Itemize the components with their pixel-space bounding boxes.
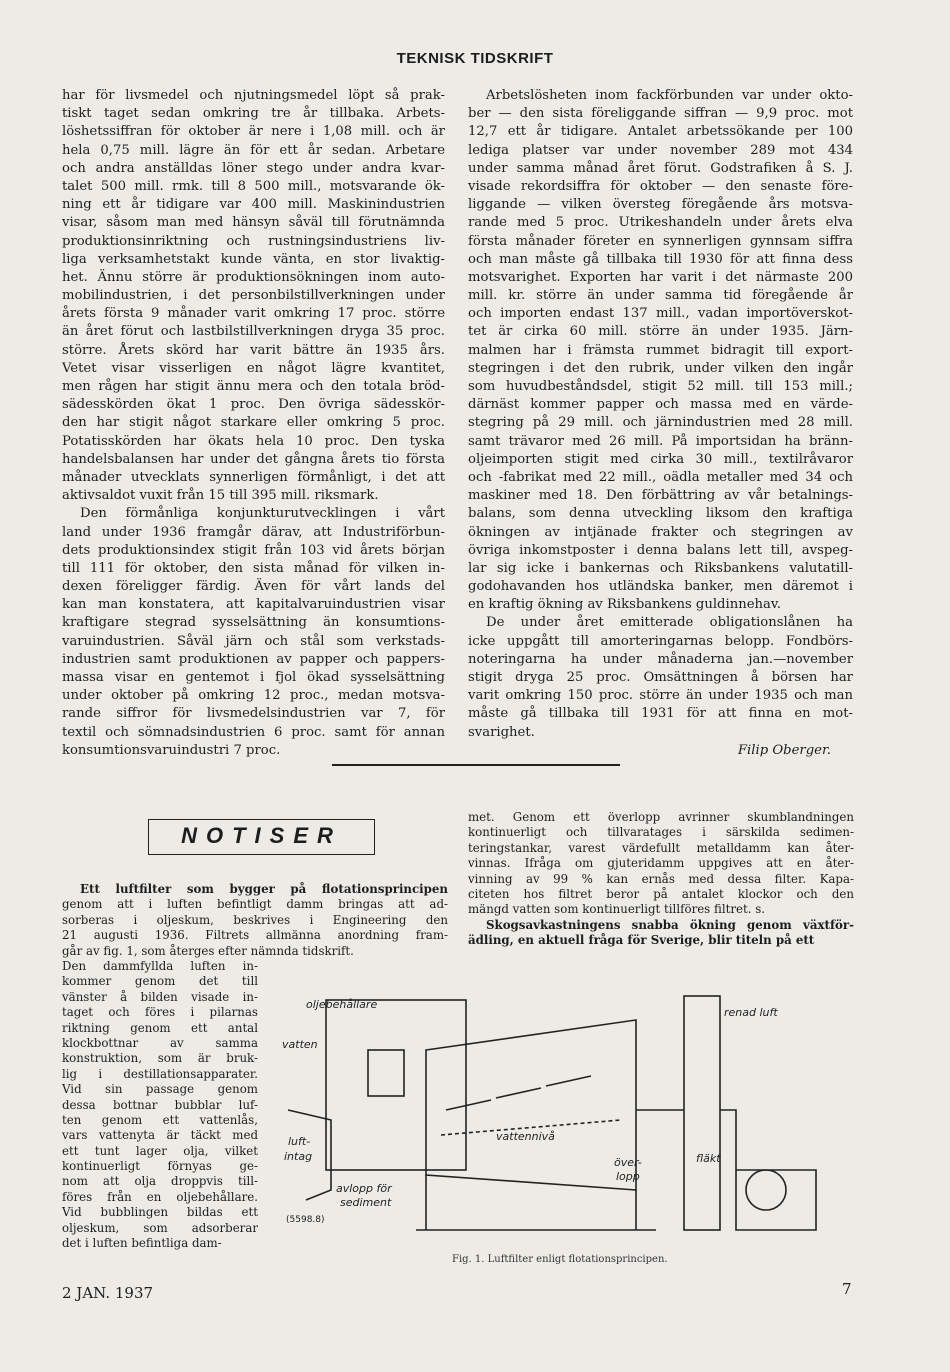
text-line: klockbottnar av samma xyxy=(62,1035,258,1050)
label-clean-air: renad luft xyxy=(724,1006,778,1019)
text-line: mobilindustrien, i det personbilstillverkningen under xyxy=(62,288,445,304)
text-line: ett tunt lager olja, vilket xyxy=(62,1143,258,1158)
text-line: till 111 för oktober, den sista månad för vilken in- xyxy=(62,560,445,576)
text-line: sädesskörden ökat 1 proc. Den övriga sädesskör- xyxy=(62,397,445,413)
text-line: därnäst kommer papper och massa med en värde- xyxy=(468,397,853,413)
text-line: kontinuerligt förnyas ge- xyxy=(62,1159,258,1174)
text-line: övriga inkomstposter i denna balans lett till, avspeg- xyxy=(468,542,853,558)
oil-chamber xyxy=(368,1050,404,1096)
text-line: vinnas. Ifråga om gjuteridamm uppgives att en åter- xyxy=(468,856,854,871)
text-line: 12,7 ett år tidigare. Antalet arbetssökande per 100 xyxy=(468,124,853,140)
text-line: ber — den sista föreliggande siffran — 9,9 proc. mot xyxy=(468,106,853,122)
text-line: het. Ännu större är produktionsökningen inom auto- xyxy=(62,269,445,285)
label-water: vatten xyxy=(282,1038,318,1051)
text-line: visar, såsom man med hänsyn såväl till förutnämnda xyxy=(62,215,445,231)
article-column-right xyxy=(468,87,853,760)
text-line: met. Genom ett överlopp avrinner skumblandningen xyxy=(468,810,854,824)
notes-intro xyxy=(62,882,448,959)
text-line: varit omkring 150 proc. större än under 1935 och man xyxy=(468,688,853,704)
text-line: den har stigit något starkare eller omkring 5 proc. xyxy=(62,415,445,431)
text-line: noteringarna ha under månaderna jan.—november xyxy=(468,651,853,667)
text-line: genom att i luften befintligt damm bringas att ad- xyxy=(62,897,448,912)
text-line: Skogsavkastningens snabba ökning genom växtför- xyxy=(486,917,854,932)
text-line: årets första 9 månader varit omkring 17 proc. större xyxy=(62,306,445,322)
text-line: stegringen i det den rubrik, under vilken den ingår xyxy=(468,360,853,376)
text-line: kontinuerligt och tillvaratages i särskilda sedimen- xyxy=(468,825,854,840)
text-line: kan man konstatera, att kapitalvaruindustrien visar xyxy=(62,597,445,613)
text-line: kommer genom det till xyxy=(62,974,258,989)
section-divider xyxy=(332,764,620,766)
text-line: balans, som denna utveckling liksom den kraftiga xyxy=(468,506,853,522)
text-line: textil och sömnadsindustrien 6 proc. samt för annan xyxy=(62,724,445,740)
flotation-filter-figure xyxy=(276,990,836,1250)
text-line: ädling, en aktuell fråga för Sverige, blir titeln på ett xyxy=(468,933,815,948)
text-line: och andra anställdas löner stego under andra kvar- xyxy=(62,160,445,176)
text-line: under oktober på omkring 12 proc., medan motsva- xyxy=(62,688,445,704)
text-line: det i luften befintliga dam- xyxy=(62,1236,222,1251)
text-line: första månader företer en synnerligen gynnsam siffra xyxy=(468,233,853,249)
text-line: varuindustrien. Såväl järn och stål som verkstads- xyxy=(62,633,445,649)
text-line: ten genom ett vattenlås, xyxy=(62,1112,258,1127)
label-overflow-2: lopp xyxy=(616,1170,640,1183)
text-line: vinning av 99 % kan ernås med dessa filter. Kapa- xyxy=(468,871,854,886)
oil-tank xyxy=(326,1000,466,1170)
text-line: kraftigare stegrad sysselsättning än konsumtions- xyxy=(62,615,445,631)
text-line: maskiner med 18. Den förbättring av vår betalnings- xyxy=(468,488,853,504)
text-line: land under 1936 framgår därav, att Industriförbun- xyxy=(62,524,445,540)
text-line: talet 500 mill. rmk. till 8 500 mill., motsvarande ök- xyxy=(62,178,445,194)
text-line: oljeskum, som adsorberar xyxy=(62,1220,258,1235)
text-line: stegring på 29 mill. och järnindustrien med 28 mill. xyxy=(468,415,853,431)
text-line: oljeimporten stigit med cirka 30 mill., textilråvaror xyxy=(468,451,853,467)
text-line: mill. kr. större än under samma tid föregående år xyxy=(468,288,853,304)
notiser-heading: NOTISER xyxy=(181,823,342,848)
text-line: Vid bubblingen bildas ett xyxy=(62,1205,258,1220)
text-line: Vetet visar visserligen en något lägre kvantitet, xyxy=(62,360,445,376)
notes-right-column xyxy=(468,810,854,949)
text-line: ning ett år tidigare var 400 mill. Maskinindustrien xyxy=(62,197,445,213)
text-line: går av fig. 1, som återges efter nämnda tidskrift. xyxy=(62,943,354,958)
filter-housing xyxy=(426,1020,636,1190)
fan-wheel xyxy=(746,1170,786,1210)
text-line: dets produktionsindex stigit från 103 vid årets början xyxy=(62,542,445,558)
article-column-left xyxy=(62,87,445,760)
text-line: och -fabrikat med 22 mill., oädla metaller med 34 och xyxy=(468,469,853,485)
clean-air-stack xyxy=(684,996,720,1230)
text-line: sorberas i oljeskum, beskrives i Engineering den xyxy=(62,912,448,927)
label-oil: oljebehållare xyxy=(306,998,378,1011)
text-line: Ett luftfilter som bygger på flotationsprincipen xyxy=(80,882,448,896)
text-line: en kraftig ökning av Riksbankens guldinnehav. xyxy=(468,597,781,613)
figure-caption: Fig. 1. Luftfilter enligt flotationsprincipen. xyxy=(452,1254,668,1265)
text-line: under samma månad året förut. Godstrafiken å S. J. xyxy=(468,160,853,176)
text-line: aktivsaldot vuxit från 15 till 395 mill. riksmark. xyxy=(62,488,379,504)
text-line: föres från en oljebehållare. xyxy=(62,1189,258,1204)
text-line: löshetssiffran för oktober är nere i 1,08 mill. och är xyxy=(62,124,445,140)
text-line: som huvudbeståndsdel, stigit 52 mill. till 153 mill.; xyxy=(468,379,853,394)
label-drain-1: avlopp för xyxy=(336,1182,392,1195)
text-line: handelsbalansen har under det gångna årets tio första xyxy=(62,451,445,467)
text-line: lig i destillationsapparater. xyxy=(62,1066,258,1081)
label-ref: (5598.8) xyxy=(286,1215,325,1225)
text-line: teringstankar, varest värdefullt metalldamm kan åter- xyxy=(468,840,854,855)
text-line: vänster å bilden visade in- xyxy=(62,989,258,1004)
air-flow-arrows xyxy=(446,1076,591,1110)
page-number: 7 xyxy=(842,1280,852,1298)
label-water-level: vattennivå xyxy=(496,1130,555,1143)
text-line: och man måste gå tillbaka till 1930 för att finna dess xyxy=(468,251,853,267)
text-line: dexen föreligger färdig. Även för vårt lands del xyxy=(62,579,445,595)
text-line: lediga platser var under november 289 mot 434 xyxy=(468,142,853,158)
text-line: riktning genom ett antal xyxy=(62,1020,258,1035)
text-line: svarighet. xyxy=(468,724,535,740)
text-line: mängd vatten som kontinuerligt tillföres filtret. s. xyxy=(468,902,766,917)
label-fan: fläkt xyxy=(696,1152,721,1165)
text-line: tiskt taget sedan omkring tre år tillbaka. Arbets- xyxy=(62,106,445,122)
text-line: liggande — vilken översteg föregående års motsva- xyxy=(468,197,853,213)
text-line: större. Årets skörd har varit bättre än 1935 års. xyxy=(62,342,445,358)
text-line: rande siffror för livsmedelsindustrien var 7, för xyxy=(62,706,445,722)
text-line: De under året emitterade obligationslånen ha xyxy=(486,615,853,631)
text-line: nom att olja droppvis till- xyxy=(62,1174,258,1189)
text-line: icke uppgått till amorteringarnas belopp. Fondbörs- xyxy=(468,633,853,649)
text-line: Vid sin passage genom xyxy=(62,1082,258,1097)
label-intake-1: luft- xyxy=(288,1135,311,1148)
label-drain-2: sediment xyxy=(340,1196,392,1209)
text-line: citeten hos filtret beror på antalet klockor och den xyxy=(468,886,854,901)
text-line: liga verksamhetstakt kunde vänta, en stor livaktig- xyxy=(62,251,445,267)
text-line: stigit dryga 25 proc. Omsättningen å börsen har xyxy=(468,670,853,685)
text-line: konstruktion, som är bruk- xyxy=(62,1051,258,1066)
text-line: dessa bottnar bubblar luf- xyxy=(62,1097,258,1112)
text-line: taget och föres i pilarnas xyxy=(62,1005,258,1020)
author-signature: Filip Oberger. xyxy=(737,742,831,758)
text-line: visade rekordsiffra för oktober — den senaste före- xyxy=(468,178,853,194)
notes-narrow-column xyxy=(62,959,258,1251)
text-line: industrien samt produktionen av papper och pappers- xyxy=(62,651,445,667)
text-line: månader utvecklats synnerligen förmånligt, i det att xyxy=(62,469,445,485)
text-line: Den förmånliga konjunkturutvecklingen i vårt xyxy=(80,506,445,522)
text-line: Arbetslösheten inom fackförbunden var under okto- xyxy=(486,88,853,103)
text-line: motsvarighet. Exporten har varit i det närmaste 200 xyxy=(468,269,853,285)
text-line: rande med 5 proc. Utrikeshandeln under årets elva xyxy=(468,215,853,231)
text-line: Den dammfyllda luften in- xyxy=(62,959,258,973)
text-line: tet är cirka 60 mill. större än under 1935. Järn- xyxy=(468,324,853,340)
text-line: lar sig icke i bankernas och Riksbankens valutatill- xyxy=(468,560,853,576)
text-line: massa visar en gentemot i fjol ökad sysselsättning xyxy=(62,670,445,685)
text-line: har för livsmedel och njutningsmedel löpt så prak- xyxy=(62,88,445,103)
label-intake-2: intag xyxy=(284,1150,313,1163)
text-line: produktionsinriktning och rustningsindustriens liv- xyxy=(62,233,445,249)
text-line: än året förut och lastbilstillverkningen dryga 35 proc. xyxy=(62,324,445,340)
issue-date: 2 JAN. 1937 xyxy=(62,1284,154,1302)
text-line: hela 0,75 mill. lägre än för ett år sedan. Arbetare xyxy=(62,142,445,158)
journal-title: TEKNISK TIDSKRIFT xyxy=(396,50,554,67)
text-line: ökningen av intjänade frakter och stegringen av xyxy=(468,524,853,540)
text-line: men rågen har stigit ännu mera och den totala bröd- xyxy=(62,379,445,394)
text-line: måste gå tillbaka till 1931 för att finna en mot- xyxy=(468,706,853,722)
text-line: vars vattenyta är täckt med xyxy=(62,1128,258,1143)
text-line: samt trävaror med 26 mill. På importsidan ha bränn- xyxy=(468,433,853,449)
text-line: konsumtionsvaruindustri 7 proc. xyxy=(62,742,281,758)
text-line: och importen endast 137 mill., vadan importöverskot- xyxy=(468,306,853,322)
notiser-heading-box xyxy=(148,819,375,855)
text-line: 21 augusti 1936. Filtrets allmänna anordning fram- xyxy=(62,928,448,943)
text-line: Potatisskörden har ökats hela 10 proc. Den tyska xyxy=(62,433,445,449)
text-line: malmen har i främsta rummet bidragit till export- xyxy=(468,342,853,358)
text-line: godohavanden hos utländska banker, men däremot i xyxy=(468,579,853,595)
fan-duct xyxy=(720,1110,736,1170)
label-overflow-1: över- xyxy=(614,1156,642,1169)
